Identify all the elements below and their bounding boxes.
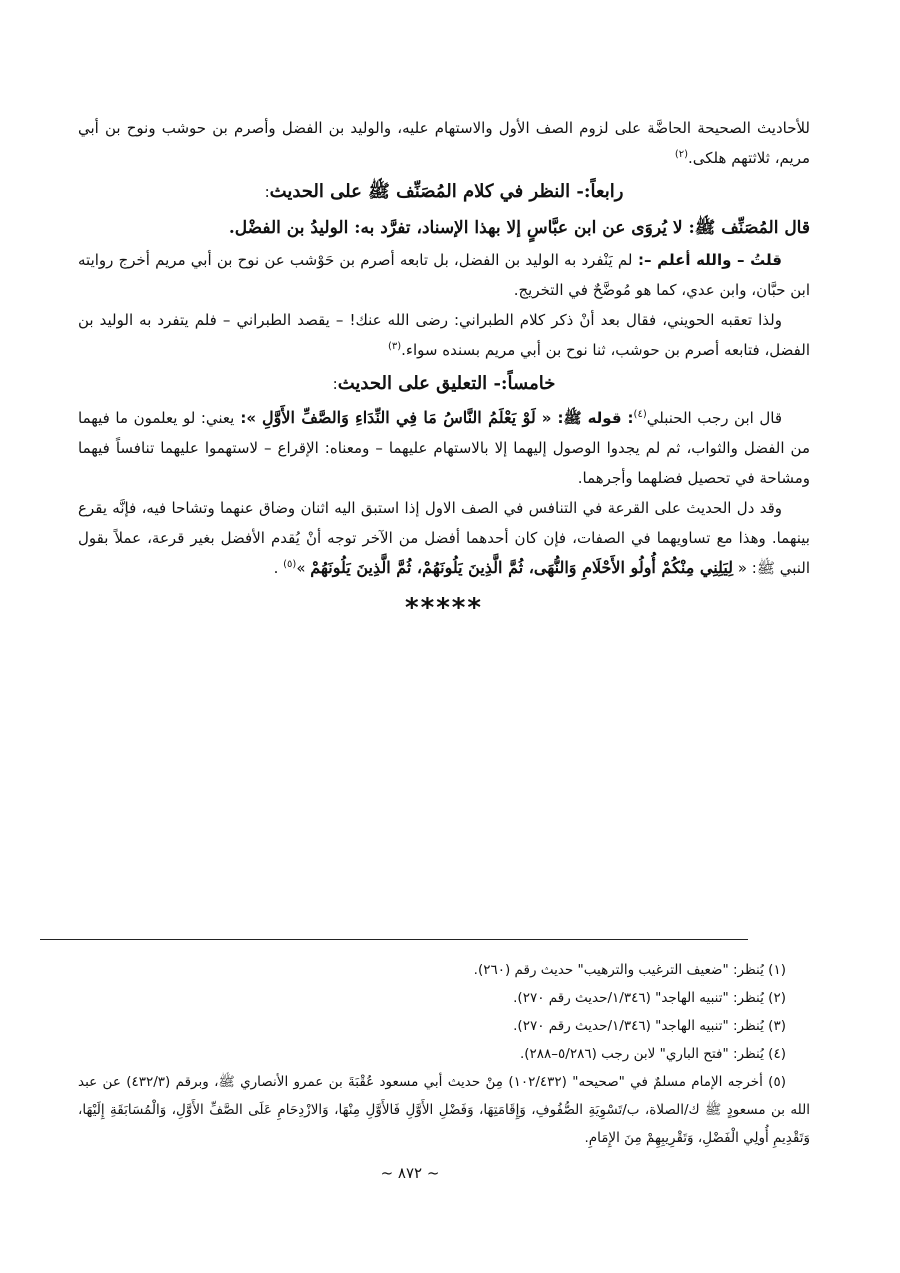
footnote-ref-3: (٣)	[387, 341, 402, 352]
hadith-text-2: لِيَلِنِي مِنْكُمْ أُولُو الأَحْلَامِ وَالنُّهَى، ثُمَّ الَّذِينَ يَلُونَهُمْ، ثُمَّ الَّذِينَ يَلُونَهُمْ	[310, 558, 734, 577]
footnote-5: (٥) أخرجه الإمام مسلمٌ في "صحيحه" (١٠٢/٤٣٢) مِنْ حديث أبي مسعود عُقْبَةَ بن عمرو الأنصاري ﷺ، وبرقم (٤٣٢/٣) عن عبد الله بن مسعودٍ ﷺ ك/الصلاة، ب/تَسْوِيَةِ الصُّفُوفِ، وَإِقَامَتِهَا، وَفَضْلِ الأَوَّلِ فَالأَوَّلِ مِنْهَا، وَالازْدِحَامِ عَلَى الصَّفِّ الأَوَّلِ، وَالْمُسَابَقَةِ إِلَيْهَا، وَتَقْدِيمِ أُولِي الْفَضْلِ، وَتَقْرِيبِهِمْ مِنَ الإِمَامِ.	[78, 1074, 810, 1146]
paragraph-3	[78, 305, 810, 365]
author-quote-lead: قال المُصَنِّف ﷺ:	[682, 218, 810, 238]
section-heading-4-colon: :	[264, 183, 270, 201]
author-quote-text: لا يُروَى عن ابن عبَّاسٍ إلا بهذا الإسناد، تفرَّد به: الوليدُ بن الفضْل.	[228, 218, 683, 238]
paragraph-4	[78, 403, 810, 493]
paragraph-4-quote-close: »:	[234, 409, 263, 427]
paragraph-4-text: يعني: لو يعلمون ما فيهما من الفضل والثواب، ثم لم يجدوا الوصول إليهما إلا بالاستهام عليهما – ومعناه: الإقراع – لاستهموا عليهما تنافساً فيهما ومشاحة في تحصيل فضلهما وأجرهما.	[78, 409, 810, 487]
paragraph-2-text: لم يَنْفرد به الوليد بن الفضل، بل تابعه أصرم بن حَوْشب عن نوح بن أبي مريم أخرج روايته ابن حبَّان، وابن عدي، كما هو مُوضَّحٌ في التخريج.	[78, 251, 810, 299]
paragraph-4-quote-label: : قوله ﷺ: «	[535, 409, 634, 427]
section-heading-5	[78, 367, 810, 401]
footnote-4: (٤) يُنظر: "فتح الباري" لابن رجب (٥/٢٨٦–٢٨٨).	[519, 1046, 786, 1062]
author-quote	[78, 211, 810, 245]
paragraph-2-lead: قلتُ – والله أعلم –:	[632, 251, 782, 269]
paragraph-5-close: »	[296, 559, 311, 577]
section-heading-5-colon: :	[332, 375, 338, 393]
footnote-1: (١) يُنظر: "ضعيف الترغيب والترهيب" حديث رقم (٢٦٠).	[473, 962, 786, 978]
footnote-2: (٢) يُنظر: "تنبيه الهاجد" (١/٣٤٦/حديث رقم ٢٧٠).	[513, 990, 786, 1006]
paragraph-2	[78, 245, 810, 305]
footnote-ref-4: (٤)	[633, 409, 647, 420]
hadith-text-1: لَوْ يَعْلَمُ النَّاسُ مَا فِي النِّدَاءِ وَالصَّفِّ الأَوَّلِ	[262, 408, 536, 427]
footnote-3: (٣) يُنظر: "تنبيه الهاجد" (١/٣٤٦/حديث رقم ٢٧٠).	[513, 1018, 786, 1034]
section-heading-4	[78, 175, 810, 209]
paragraph-1	[78, 113, 810, 173]
footnote-ref-2: (٢)	[674, 149, 688, 160]
page-number: ~ ٨٧٢ ~	[380, 1164, 440, 1182]
paragraph-4-lead: قال ابن رجب الحنبلي	[646, 409, 782, 427]
paragraph-5	[78, 493, 810, 583]
paragraph-3-text: ولذا تعقبه الحويني، فقال بعد أنْ ذكر كلام الطبراني: رضى الله عنك! – يقصد الطبراني – فلم يتفرد به الوليد بن الفضل، فتابعه أصرم بن حوشب، ثنا نوح بن أبي مريم بسنده سواء.	[78, 311, 810, 359]
footnote-divider	[40, 939, 748, 940]
main-text	[78, 113, 810, 623]
footnote-ref-5: (٥)	[283, 559, 297, 570]
paragraph-1-text: للأحاديث الصحيحة الحاضَّة على لزوم الصف الأول والاستهام عليه، والوليد بن الفضل وأصرم بن حوشب ونوح بن أبي مريم، ثلاثتهم هلكى.	[78, 119, 810, 167]
footnotes	[78, 956, 810, 1152]
paragraph-5-end: .	[273, 559, 284, 577]
section-heading-5-text: خامساً:- التعليق على الحديث	[337, 373, 556, 394]
paragraph-5-text: وقد دل الحديث على القرعة في التنافس في الصف الاول إذا استبق اليه اثنان وضاق عنهما وتشاحا فيه، فإنَّه يقرع بينهما. وهذا مع تساويهما في الصفات، فإن كان أحدهما أفضل من الآخر توجه أنْ يُقدم الأفضل بغير قرعة، عملاً بقول النبي ﷺ: «	[78, 499, 810, 577]
section-heading-4-text: رابعاً:- النظر في كلام المُصَنِّف ﷺ على الحديث	[269, 181, 624, 202]
section-end-stars: *****	[405, 593, 483, 623]
